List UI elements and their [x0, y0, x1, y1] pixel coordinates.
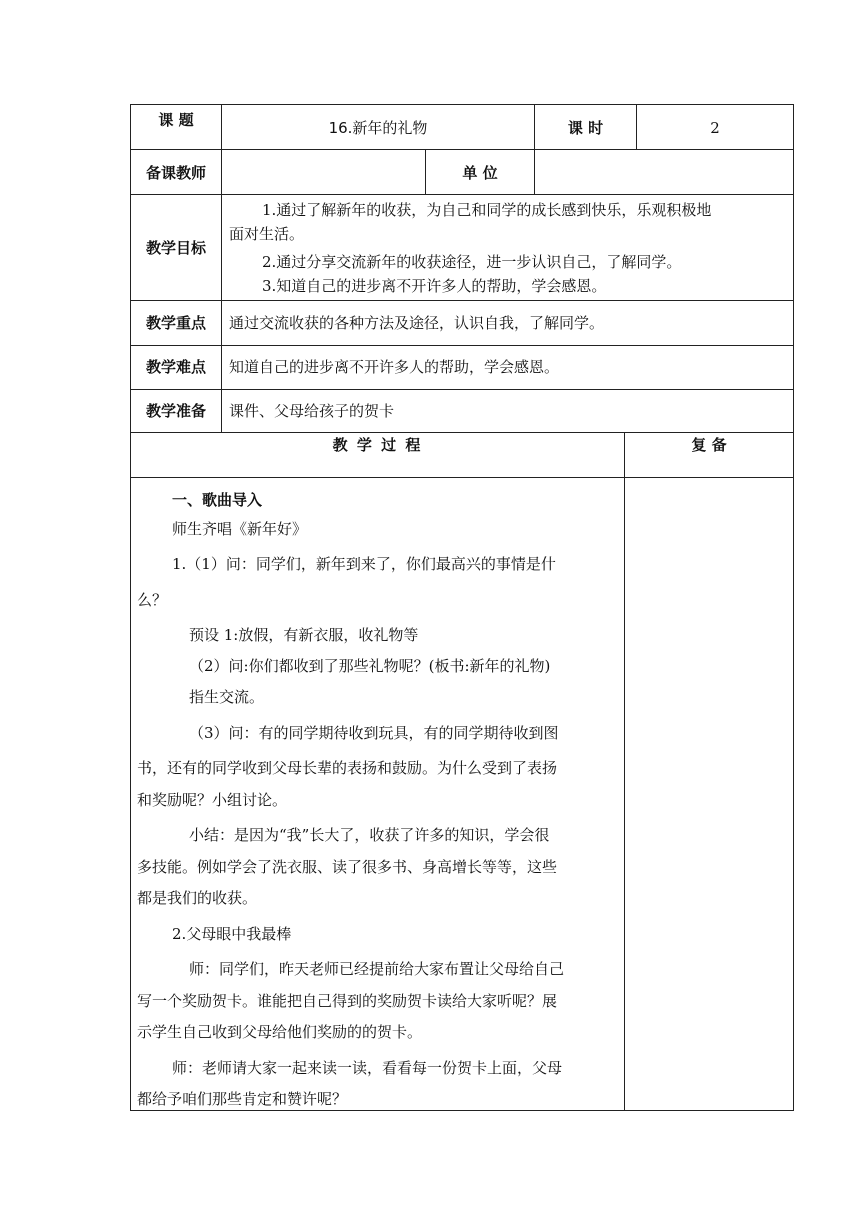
review-header: 复 备	[691, 436, 727, 454]
table-border	[130, 432, 793, 433]
process-line: 师：同学们，昨天老师已经提前给大家布置让父母给自己	[189, 960, 565, 978]
process-line: 书，还有的同学收到父母长辈的表扬和鼓励。为什么受到了表扬	[137, 759, 558, 777]
key-point-label: 教学重点	[145, 314, 206, 332]
table-border	[130, 477, 793, 478]
process-line: 和奖励呢？小组讨论。	[137, 791, 288, 809]
process-line: 2.父母眼中我最棒	[172, 925, 292, 943]
process-line: 1.（1）问：同学们，新年到来了，你们最高兴的事情是什	[172, 555, 556, 573]
table-border	[130, 149, 793, 150]
table-border	[130, 194, 793, 195]
teacher-label: 备课教师	[145, 164, 206, 182]
key-point-value: 通过交流收获的各种方法及途径，认识自我，了解同学。	[229, 314, 605, 332]
process-line: 都是我们的收获。	[137, 889, 258, 907]
title-value: 16.新年的礼物	[328, 119, 428, 137]
unit-label: 单 位	[462, 164, 498, 182]
title-label: 课 题	[158, 111, 194, 129]
table-border	[793, 104, 794, 1111]
process-line: 么？	[137, 591, 168, 609]
table-border	[130, 389, 793, 390]
objective-line: 3.知道自己的进步离不开许多人的帮助，学会感恩。	[262, 277, 607, 295]
process-line: 写一个奖励贺卡。谁能把自己得到的奖励贺卡读给大家听呢？展	[137, 992, 558, 1010]
objective-line: 面对生活。	[229, 225, 305, 243]
section-heading: 一、歌曲导入	[172, 491, 263, 509]
process-header: 教 学 过 程	[332, 436, 423, 454]
process-line: 小结：是因为“我”长大了，收获了许多的知识，学会很	[189, 826, 550, 844]
process-line: 师：老师请大家一起来读一读，看看每一份贺卡上面，父母	[172, 1059, 563, 1077]
preparation-value: 课件、父母给孩子的贺卡	[229, 402, 395, 420]
table-border	[534, 149, 535, 194]
objectives-label: 教学目标	[145, 239, 206, 257]
difficulty-label: 教学难点	[145, 358, 206, 376]
difficulty-value: 知道自己的进步离不开许多人的帮助，学会感恩。	[229, 358, 560, 376]
period-label: 课 时	[567, 119, 604, 137]
process-line: 师生齐唱《新年好》	[172, 520, 308, 538]
process-line: （2）问:你们都收到了那些礼物呢？(板书:新年的礼物)	[189, 657, 551, 675]
preparation-label: 教学准备	[145, 402, 206, 420]
process-line: 预设 1:放假，有新衣服，收礼物等	[189, 626, 419, 644]
period-value: 2	[710, 119, 720, 137]
objective-line: 1.通过了解新年的收获，为自己和同学的成长感到快乐，乐观积极地	[262, 201, 712, 219]
process-line: 指生交流。	[189, 688, 265, 706]
table-border	[221, 104, 222, 432]
process-line: （3）问：有的同学期待收到玩具，有的同学期待收到图	[189, 724, 559, 742]
objective-line: 2.通过分享交流新年的收获途径，进一步认识自己，了解同学。	[262, 253, 682, 271]
table-border	[130, 300, 793, 301]
table-border	[130, 345, 793, 346]
process-line: 都给予咱们那些肯定和赞许呢？	[137, 1090, 348, 1108]
process-line: 示学生自己收到父母给他们奖励的的贺卡。	[137, 1023, 423, 1041]
process-line: 多技能。例如学会了洗衣服、读了很多书、身高增长等等，这些	[137, 858, 558, 876]
table-border	[130, 104, 793, 105]
